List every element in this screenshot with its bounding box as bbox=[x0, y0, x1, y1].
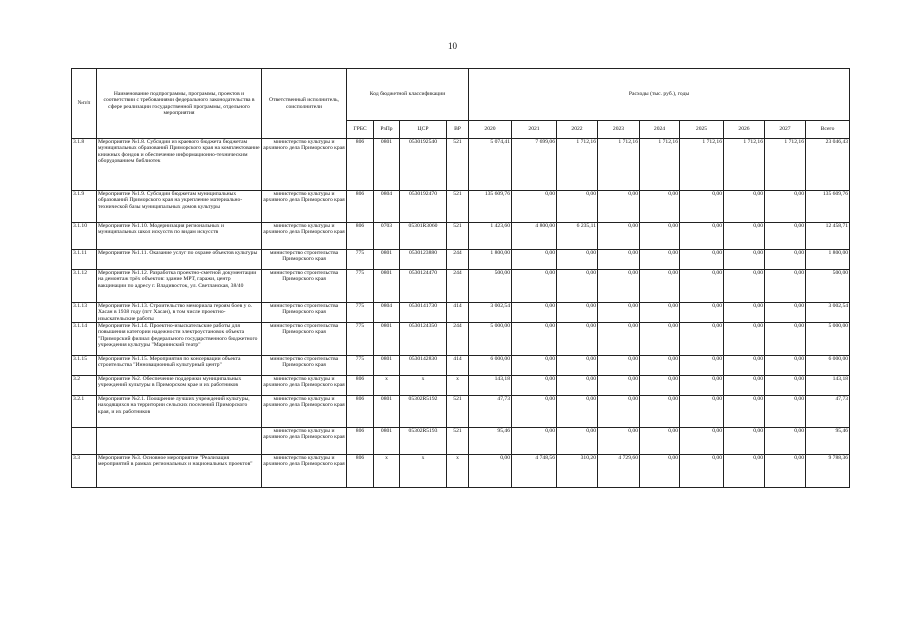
row-value: 0,00 bbox=[765, 428, 806, 455]
row-number: 3.1.8 bbox=[72, 139, 97, 191]
row-csr: 0530124470 bbox=[400, 270, 447, 303]
row-csr: 0530123880 bbox=[400, 250, 447, 270]
row-value: 0,00 bbox=[680, 396, 724, 428]
row-rzpr: х bbox=[374, 376, 400, 396]
row-value: 0,00 bbox=[680, 428, 724, 455]
row-value: 0,00 bbox=[557, 356, 598, 376]
row-executor: министерство строительства Приморского края bbox=[262, 303, 347, 323]
table-row bbox=[72, 250, 850, 270]
row-vr: х bbox=[447, 455, 469, 488]
row-csr: 05302R5192 bbox=[400, 396, 447, 428]
row-value: 5 074,41 bbox=[469, 139, 512, 191]
row-total: 12 458,71 bbox=[806, 223, 850, 250]
header-budget-code: Код бюджетной классификации bbox=[347, 69, 469, 121]
row-name: Мероприятие №1.15. Мероприятия по консервации объекта строительства "Инновационный культурный центр" bbox=[97, 356, 262, 376]
row-value: 0,00 bbox=[557, 323, 598, 356]
row-vr: 414 bbox=[447, 356, 469, 376]
header-rzpr: РзПр bbox=[374, 121, 400, 139]
row-rzpr: 0801 bbox=[374, 428, 400, 455]
header-executor: Ответственный исполнитель, соисполнители bbox=[262, 69, 347, 139]
row-name: Мероприятие №1.8. Субсидии из краевого бюджета бюджетам муниципальных образований Приморского края на комплектование книжных фондов и обеспечение информационно-техническим оборудованием библиотек bbox=[97, 139, 262, 191]
header-year: 2020 bbox=[469, 121, 512, 139]
row-name: Мероприятие №3. Основное мероприятие "Реализация мероприятий в рамках региональных и национальных проектов" bbox=[97, 455, 262, 488]
row-name: Мероприятие №1.10. Модернизация региональных и муниципальных школ искусств по видам искусств bbox=[97, 223, 262, 250]
header-year: 2027 bbox=[765, 121, 806, 139]
row-name: Мероприятие №1.13. Строительство мемориала героям боев у о. Хасан в 1938 году (пгт Хасан), в том числе проектно-изыскательские работы bbox=[97, 303, 262, 323]
row-value: 0,00 bbox=[680, 303, 724, 323]
row-value: 0,00 bbox=[724, 303, 765, 323]
row-value: 0,00 bbox=[512, 303, 557, 323]
row-executor: министерство культуры и архивного дела Приморского края bbox=[262, 223, 347, 250]
row-name: Мероприятие №1.12. Разработка проектно-сметной документации на демонтаж трёх объектов: здание МРТ, гаражи, центр вакцинации по адресу г. Владивосток, ул. Светланская, 38/40 bbox=[97, 270, 262, 303]
row-value: 0,00 bbox=[724, 428, 765, 455]
row-grbs: 775 bbox=[347, 356, 374, 376]
budget-table bbox=[71, 68, 850, 488]
row-value: 0,00 bbox=[598, 270, 640, 303]
row-value: 0,00 bbox=[512, 428, 557, 455]
row-csr: 0530142830 bbox=[400, 356, 447, 376]
row-value: 0,00 bbox=[512, 250, 557, 270]
row-rzpr: 0804 bbox=[374, 191, 400, 223]
row-rzpr: 0801 bbox=[374, 139, 400, 191]
row-number: 3.2.1 bbox=[72, 396, 97, 428]
row-value: 0,00 bbox=[640, 250, 680, 270]
row-value: 0,00 bbox=[724, 356, 765, 376]
row-value: 310,20 bbox=[557, 455, 598, 488]
row-value: 3 002,54 bbox=[469, 303, 512, 323]
row-value: 1 712,16 bbox=[680, 139, 724, 191]
row-value: 0,00 bbox=[598, 428, 640, 455]
row-value: 0,00 bbox=[680, 376, 724, 396]
row-rzpr: 0801 bbox=[374, 396, 400, 428]
row-value: 0,00 bbox=[640, 428, 680, 455]
row-value: 0,00 bbox=[765, 376, 806, 396]
row-vr: 521 bbox=[447, 428, 469, 455]
row-rzpr: х bbox=[374, 455, 400, 488]
row-value: 0,00 bbox=[765, 303, 806, 323]
row-value: 0,00 bbox=[512, 323, 557, 356]
row-executor: министерство культуры и архивного дела Приморского края bbox=[262, 455, 347, 488]
row-number: 3.3 bbox=[72, 455, 97, 488]
row-value: 0,00 bbox=[765, 250, 806, 270]
row-grbs: 775 bbox=[347, 250, 374, 270]
row-rzpr: 0801 bbox=[374, 356, 400, 376]
row-rzpr: 0703 bbox=[374, 223, 400, 250]
row-grbs: 775 bbox=[347, 270, 374, 303]
row-vr: 521 bbox=[447, 139, 469, 191]
row-value: 0,00 bbox=[512, 191, 557, 223]
row-value: 0,00 bbox=[640, 396, 680, 428]
row-grbs: 806 bbox=[347, 139, 374, 191]
row-csr: 05302R5193 bbox=[400, 428, 447, 455]
row-value: 0,00 bbox=[640, 376, 680, 396]
row-vr: 521 bbox=[447, 223, 469, 250]
header-total: Всего bbox=[806, 121, 850, 139]
row-value: 0,00 bbox=[640, 191, 680, 223]
table-row bbox=[72, 303, 850, 323]
row-value: 0,00 bbox=[640, 356, 680, 376]
row-value: 1 712,16 bbox=[557, 139, 598, 191]
row-value: 1 800,00 bbox=[469, 250, 512, 270]
row-vr: 244 bbox=[447, 323, 469, 356]
row-name: Мероприятие №1.11. Оказание услуг по охране объектов культуры bbox=[97, 250, 262, 270]
row-value: 0,00 bbox=[598, 356, 640, 376]
row-value: 500,00 bbox=[469, 270, 512, 303]
row-grbs: 806 bbox=[347, 376, 374, 396]
table-row bbox=[72, 270, 850, 303]
row-executor: министерство строительства Приморского края bbox=[262, 250, 347, 270]
row-value: 0,00 bbox=[765, 356, 806, 376]
row-csr: 0530124350 bbox=[400, 323, 447, 356]
row-vr: х bbox=[447, 376, 469, 396]
row-value: 1 712,16 bbox=[598, 139, 640, 191]
row-vr: 244 bbox=[447, 250, 469, 270]
row-total: 143,18 bbox=[806, 376, 850, 396]
row-value: 0,00 bbox=[640, 303, 680, 323]
row-name: Мероприятие №1.14. Проектно-изыскательские работы для повышения категории надежности электроустановок объекта "Приморский филиал федерального государственного бюджетного учреждения культуры "Мариинский театр" bbox=[97, 323, 262, 356]
row-value: 0,00 bbox=[680, 191, 724, 223]
row-value: 0,00 bbox=[724, 223, 765, 250]
row-total: 1 800,00 bbox=[806, 250, 850, 270]
row-number: 3.1.11 bbox=[72, 250, 97, 270]
row-value: 0,00 bbox=[724, 270, 765, 303]
row-value: 0,00 bbox=[598, 396, 640, 428]
row-csr: х bbox=[400, 455, 447, 488]
table-row bbox=[72, 396, 850, 428]
row-value: 0,00 bbox=[640, 270, 680, 303]
page-number: 10 bbox=[448, 41, 457, 51]
row-value: 4 748,56 bbox=[512, 455, 557, 488]
row-value: 0,00 bbox=[765, 191, 806, 223]
row-value: 0,00 bbox=[765, 223, 806, 250]
row-total: 3 002,54 bbox=[806, 303, 850, 323]
row-total: 500,00 bbox=[806, 270, 850, 303]
table-row bbox=[72, 223, 850, 250]
row-grbs: 775 bbox=[347, 303, 374, 323]
row-value: 0,00 bbox=[680, 250, 724, 270]
row-value: 0,00 bbox=[598, 376, 640, 396]
row-value: 0,00 bbox=[512, 270, 557, 303]
row-value: 0,00 bbox=[557, 303, 598, 323]
row-total: 5 000,00 bbox=[806, 323, 850, 356]
row-total: 135 609,76 bbox=[806, 191, 850, 223]
row-value: 0,00 bbox=[680, 356, 724, 376]
row-value: 1 712,16 bbox=[640, 139, 680, 191]
row-value: 0,00 bbox=[512, 356, 557, 376]
row-value: 0,00 bbox=[680, 223, 724, 250]
row-name: Мероприятие №2. Обеспечение поддержки муниципальных учреждений культуры в Приморском крае и их работников bbox=[97, 376, 262, 396]
row-value: 0,00 bbox=[724, 250, 765, 270]
row-value: 0,00 bbox=[680, 270, 724, 303]
table-row bbox=[72, 428, 850, 455]
row-total: 9 788,36 bbox=[806, 455, 850, 488]
row-rzpr: 0804 bbox=[374, 303, 400, 323]
row-executor: министерство строительства Приморского края bbox=[262, 270, 347, 303]
row-value: 0,00 bbox=[765, 270, 806, 303]
row-value: 143,18 bbox=[469, 376, 512, 396]
row-csr: 0530192540 bbox=[400, 139, 447, 191]
row-value: 4 800,00 bbox=[512, 223, 557, 250]
header-year: 2026 bbox=[724, 121, 765, 139]
row-number bbox=[72, 428, 97, 455]
row-number: 3.1.9 bbox=[72, 191, 97, 223]
row-executor: министерство культуры и архивного дела Приморского края bbox=[262, 428, 347, 455]
row-value: 1 423,60 bbox=[469, 223, 512, 250]
row-value: 0,00 bbox=[724, 455, 765, 488]
row-vr: 414 bbox=[447, 303, 469, 323]
row-value: 0,00 bbox=[512, 376, 557, 396]
row-value: 0,00 bbox=[469, 455, 512, 488]
row-value: 0,00 bbox=[557, 191, 598, 223]
row-value: 1 712,16 bbox=[724, 139, 765, 191]
row-number: 3.1.15 bbox=[72, 356, 97, 376]
header-year: 2025 bbox=[680, 121, 724, 139]
row-executor: министерство культуры и архивного дела Приморского края bbox=[262, 376, 347, 396]
header-expenses: Расходы (тыс. руб.), годы bbox=[469, 69, 850, 121]
row-grbs: 806 bbox=[347, 223, 374, 250]
table-row bbox=[72, 455, 850, 488]
header-year: 2021 bbox=[512, 121, 557, 139]
row-value: 0,00 bbox=[557, 250, 598, 270]
row-vr: 521 bbox=[447, 191, 469, 223]
row-value: 0,00 bbox=[598, 323, 640, 356]
row-vr: 244 bbox=[447, 270, 469, 303]
row-value: 0,00 bbox=[598, 223, 640, 250]
row-vr: 521 bbox=[447, 396, 469, 428]
row-value: 135 609,76 bbox=[469, 191, 512, 223]
row-executor: министерство культуры и архивного дела Приморского края bbox=[262, 396, 347, 428]
row-value: 0,00 bbox=[640, 223, 680, 250]
row-value: 0,00 bbox=[640, 455, 680, 488]
header-year: 2024 bbox=[640, 121, 680, 139]
row-total: 47,73 bbox=[806, 396, 850, 428]
row-rzpr: 0801 bbox=[374, 270, 400, 303]
row-csr: 0530141730 bbox=[400, 303, 447, 323]
row-value: 0,00 bbox=[680, 323, 724, 356]
row-rzpr: 0801 bbox=[374, 323, 400, 356]
header-year: 2022 bbox=[557, 121, 598, 139]
row-csr: х bbox=[400, 376, 447, 396]
row-name: Мероприятие №2.1. Поощрение лучших учреждений культуры, находящихся на территории сельских поселений Приморского края, и их работников bbox=[97, 396, 262, 428]
row-grbs: 806 bbox=[347, 396, 374, 428]
row-total: 95,46 bbox=[806, 428, 850, 455]
header-csr: ЦСР bbox=[400, 121, 447, 139]
header-num: №п/п bbox=[72, 69, 97, 139]
row-value: 0,00 bbox=[557, 376, 598, 396]
row-value: 0,00 bbox=[640, 323, 680, 356]
row-value: 0,00 bbox=[724, 396, 765, 428]
table-row bbox=[72, 376, 850, 396]
row-value: 0,00 bbox=[598, 303, 640, 323]
row-value: 0,00 bbox=[765, 323, 806, 356]
row-number: 3.1.14 bbox=[72, 323, 97, 356]
row-value: 7 699,06 bbox=[512, 139, 557, 191]
table-row bbox=[72, 323, 850, 356]
row-number: 3.2 bbox=[72, 376, 97, 396]
header-year: 2023 bbox=[598, 121, 640, 139]
row-number: 3.1.10 bbox=[72, 223, 97, 250]
table-row bbox=[72, 191, 850, 223]
row-executor: министерство строительства Приморского края bbox=[262, 323, 347, 356]
row-grbs: 806 bbox=[347, 428, 374, 455]
row-value: 0,00 bbox=[598, 191, 640, 223]
row-value: 0,00 bbox=[724, 376, 765, 396]
row-name: Мероприятие №1.9. Субсидии бюджетам муниципальных образований Приморского края на укрепление материально-технической базы муниципальных домов культуры bbox=[97, 191, 262, 223]
row-value: 47,73 bbox=[469, 396, 512, 428]
header-name: Наименование подпрограммы, программы, проектов и соответствии с требованиями федерального законодательства в сфере реализации государственной программы, отдельного мероприятия bbox=[97, 69, 262, 139]
row-value: 0,00 bbox=[557, 396, 598, 428]
table-row bbox=[72, 139, 850, 191]
row-value: 0,00 bbox=[765, 396, 806, 428]
row-value: 0,00 bbox=[512, 396, 557, 428]
row-csr: 0530192470 bbox=[400, 191, 447, 223]
header-vr: ВР bbox=[447, 121, 469, 139]
row-executor: министерство культуры и архивного дела Приморского края bbox=[262, 191, 347, 223]
row-executor: министерство строительства Приморского края bbox=[262, 356, 347, 376]
row-grbs: 775 bbox=[347, 323, 374, 356]
row-value: 0,00 bbox=[765, 455, 806, 488]
row-value: 95,46 bbox=[469, 428, 512, 455]
row-value: 4 729,60 bbox=[598, 455, 640, 488]
row-value: 6 235,11 bbox=[557, 223, 598, 250]
row-value: 1 712,16 bbox=[765, 139, 806, 191]
row-value: 0,00 bbox=[680, 455, 724, 488]
row-grbs: 806 bbox=[347, 455, 374, 488]
table-row bbox=[72, 356, 850, 376]
table-body bbox=[72, 139, 850, 488]
row-grbs: 806 bbox=[347, 191, 374, 223]
row-value: 0,00 bbox=[724, 323, 765, 356]
row-total: 6 000,00 bbox=[806, 356, 850, 376]
row-executor: министерство культуры и архивного дела Приморского края bbox=[262, 139, 347, 191]
header-grbs: ГРБС bbox=[347, 121, 374, 139]
row-value: 0,00 bbox=[557, 428, 598, 455]
row-name bbox=[97, 428, 262, 455]
row-value: 0,00 bbox=[724, 191, 765, 223]
row-number: 3.1.13 bbox=[72, 303, 97, 323]
row-number: 3.1.12 bbox=[72, 270, 97, 303]
row-rzpr: 0801 bbox=[374, 250, 400, 270]
row-csr: 05301R3060 bbox=[400, 223, 447, 250]
row-value: 5 000,00 bbox=[469, 323, 512, 356]
row-value: 0,00 bbox=[598, 250, 640, 270]
row-value: 0,00 bbox=[557, 270, 598, 303]
row-total: 23 046,43 bbox=[806, 139, 850, 191]
row-value: 6 000,00 bbox=[469, 356, 512, 376]
